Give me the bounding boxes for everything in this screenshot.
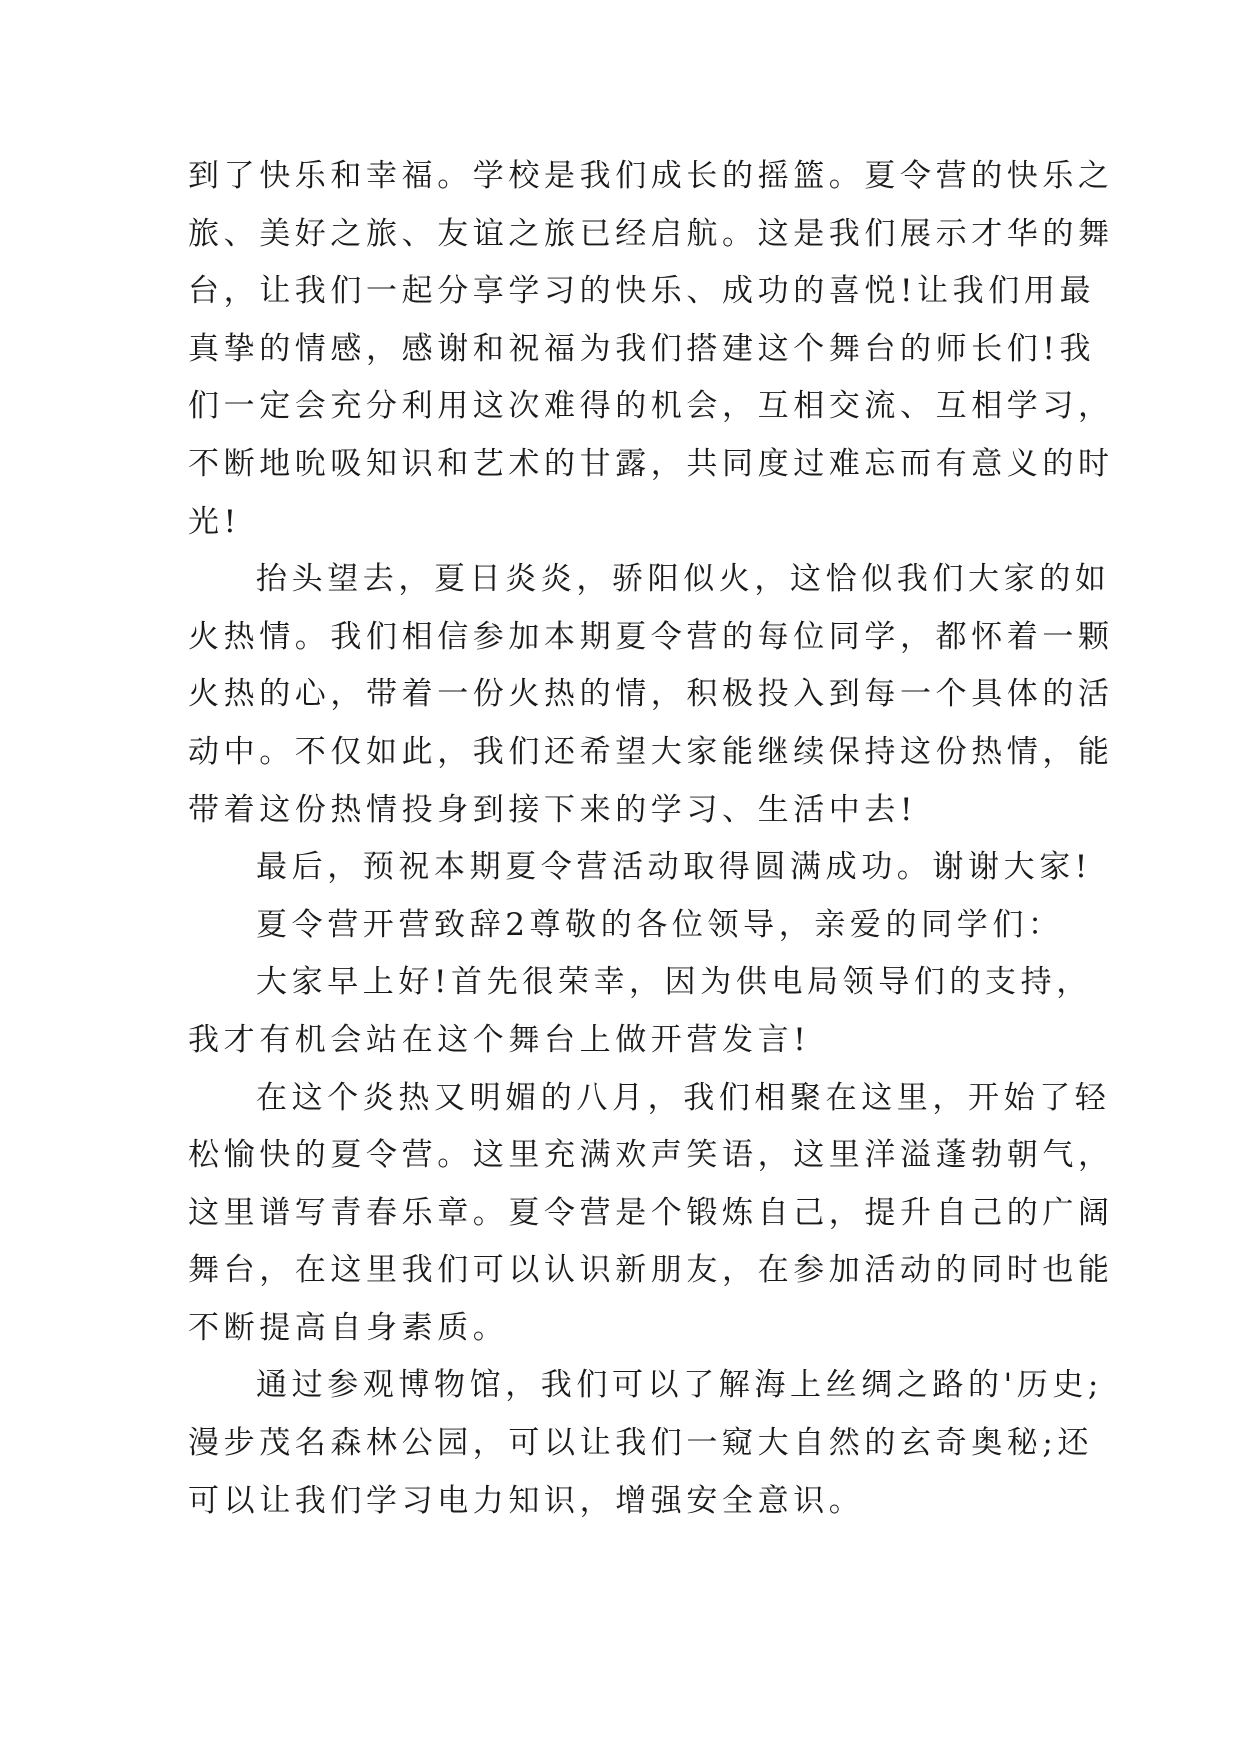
text-line: 光! [188,503,241,540]
text-line: 不断地吮吸知识和艺术的甘露，共同度过难忘而有意义的时 [188,445,1114,482]
paragraph-p6 [188,1070,1114,1358]
text-line: 到了快乐和幸福。学校是我们成长的摇篮。夏令营的快乐之 [188,158,1114,194]
text-line: 旅、美好之旅、友谊之旅已经启航。这是我们展示才华的舞 [188,215,1114,252]
paragraph-p2 [188,551,1114,839]
paragraph-p4 [188,897,1064,955]
text-line: 我才有机会站在这个舞台上做开营发言! [188,1021,811,1058]
text-line: 台，让我们一起分享学习的快乐、成功的喜悦!让我们用最 [188,273,1096,310]
text-line: 们一定会充分利用这次难得的机会，互相交流、互相学习， [188,388,1114,425]
text-line: 大家早上好!首先很荣幸，因为供电局领导们的支持， [256,964,1092,1001]
paragraph-p7 [188,1357,1103,1530]
text-line: 舞台，在这里我们可以认识新朋友，在参加活动的同时也能 [188,1252,1114,1289]
text-line: 火热情。我们相信参加本期夏令营的每位同学，都怀着一颗 [188,618,1114,655]
text-line: 漫步茂名森林公园，可以让我们一窥大自然的玄奇奥秘;还 [188,1425,1094,1462]
text-line: 火热的心，带着一份火热的情，积极投入到每一个具体的活 [188,676,1114,713]
text-line: 这里谱写青春乐章。夏令营是个锻炼自己，提升自己的广阔 [188,1194,1114,1231]
text-line: 通过参观博物馆，我们可以了解海上丝绸之路的'历史; [256,1367,1103,1404]
paragraph-p3 [188,839,1092,897]
text-line: 真挚的情感，感谢和祝福为我们搭建这个舞台的师长们!我 [188,330,1096,367]
paragraph-p5 [188,954,1092,1069]
text-line: 动中。不仅如此，我们还希望大家能继续保持这份热情，能 [188,733,1114,770]
document-body [188,148,1114,1530]
text-line: 夏令营开营致辞2尊敬的各位领导，亲爱的同学们： [256,906,1064,943]
text-line: 松愉快的夏令营。这里充满欢声笑语，这里洋溢蓬勃朝气， [188,1137,1114,1174]
text-line: 最后，预祝本期夏令营活动取得圆满成功。谢谢大家! [256,849,1092,886]
paragraph-p1 [188,148,1114,551]
text-line: 可以让我们学习电力知识，增强安全意识。 [188,1482,865,1519]
text-line: 抬头望去，夏日炎炎，骄阳似火，这恰似我们大家的如 [256,561,1111,598]
text-line: 在这个炎热又明媚的八月，我们相聚在这里，开始了轻 [256,1079,1111,1116]
text-line: 带着这份热情投身到接下来的学习、生活中去! [188,791,918,828]
text-line: 不断提高自身素质。 [188,1309,509,1346]
